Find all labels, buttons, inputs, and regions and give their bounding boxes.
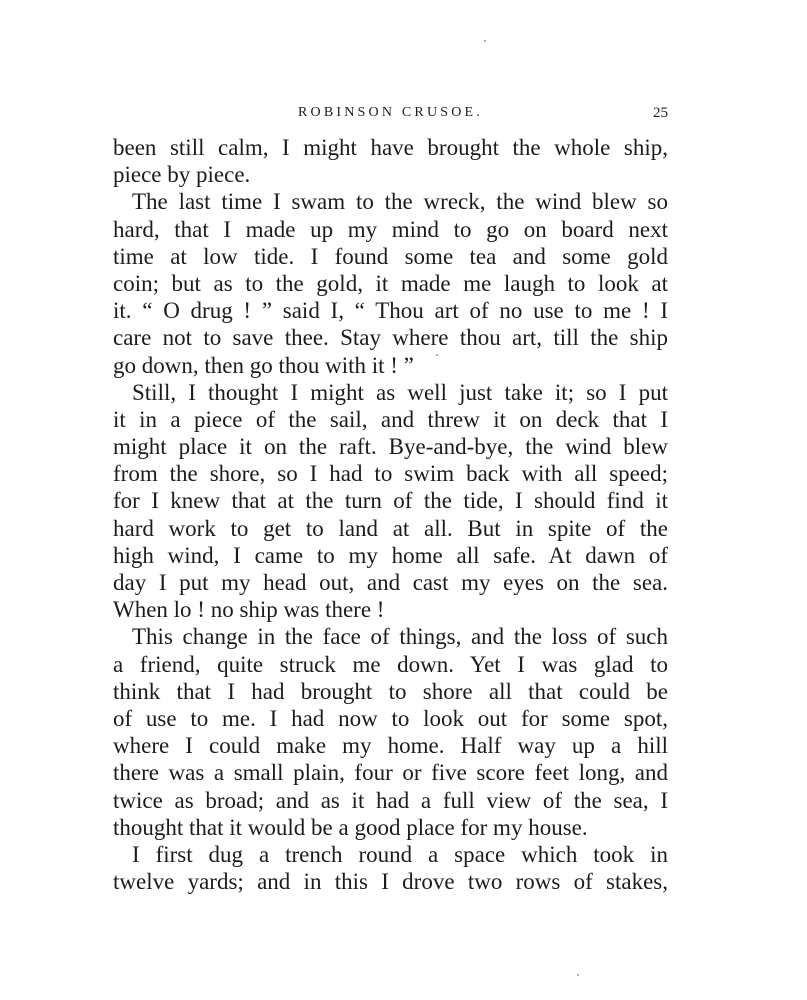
text-line: might place it on the raft. Bye-and-bye, the wind blew [113, 434, 668, 460]
text-line: it in a piece of the sail, and threw it on deck that I [113, 406, 668, 432]
text-line: from the shore, so I had to swim back with all speed; [113, 461, 668, 487]
text-line: of use to me. I had now to look out for some spot, [113, 705, 668, 731]
text-line: care not to save thee. Stay where thou art, till the ship [113, 325, 668, 351]
text-line: When lo ! no ship was there ! [113, 597, 385, 623]
text-line: The last time I swam to the wreck, the wind blew so [132, 189, 668, 215]
text-line: been still calm, I might have brought the whole ship, [113, 135, 668, 160]
running-title: ROBINSON CRUSOE. [298, 105, 483, 120]
text-line: twelve yards; and in this I drove two rows of stakes, [113, 869, 668, 895]
text-line: go down, then go thou with it ! ” [113, 352, 414, 378]
text-line: Still, I thought I might as well just take it; so I put [132, 379, 668, 405]
text-line: twice as broad; and as it had a full view of the sea, I [113, 787, 668, 813]
text-line: hard, that I made up my mind to go on board next [113, 216, 668, 242]
text-line: This change in the face of things, and the loss of such [132, 624, 668, 650]
paper-speck [577, 974, 579, 976]
text-line: I first dug a trench round a space which took in [132, 841, 668, 867]
text-line: thought that it would be a good place for my house. [113, 814, 588, 840]
text-line: where I could make my home. Half way up a hill [113, 733, 668, 759]
body-text [113, 134, 668, 895]
text-line: high wind, I came to my home all safe. At dawn of [113, 542, 668, 568]
text-line: there was a small plain, four or five score feet long, and [113, 760, 668, 786]
text-line: it. “ O drug ! ” said I, “ Thou art of no use to me ! I [113, 298, 668, 324]
text-line: piece by piece. [113, 162, 251, 188]
page-number: 25 [653, 105, 668, 121]
paper-speck [436, 354, 438, 356]
paper-speck [484, 40, 486, 42]
text-line: time at low tide. I found some tea and some gold [113, 243, 668, 269]
text-line: coin; but as to the gold, it made me laugh to look at [113, 270, 668, 296]
text-line: hard work to get to land at all. But in spite of the [113, 515, 668, 541]
text-line: think that I had brought to shore all that could be [113, 678, 668, 704]
text-line: day I put my head out, and cast my eyes on the sea. [113, 570, 668, 595]
text-line: for I knew that at the turn of the tide, I should find it [113, 488, 668, 514]
text-line: a friend, quite struck me down. Yet I was glad to [113, 651, 668, 677]
running-head [113, 101, 668, 125]
